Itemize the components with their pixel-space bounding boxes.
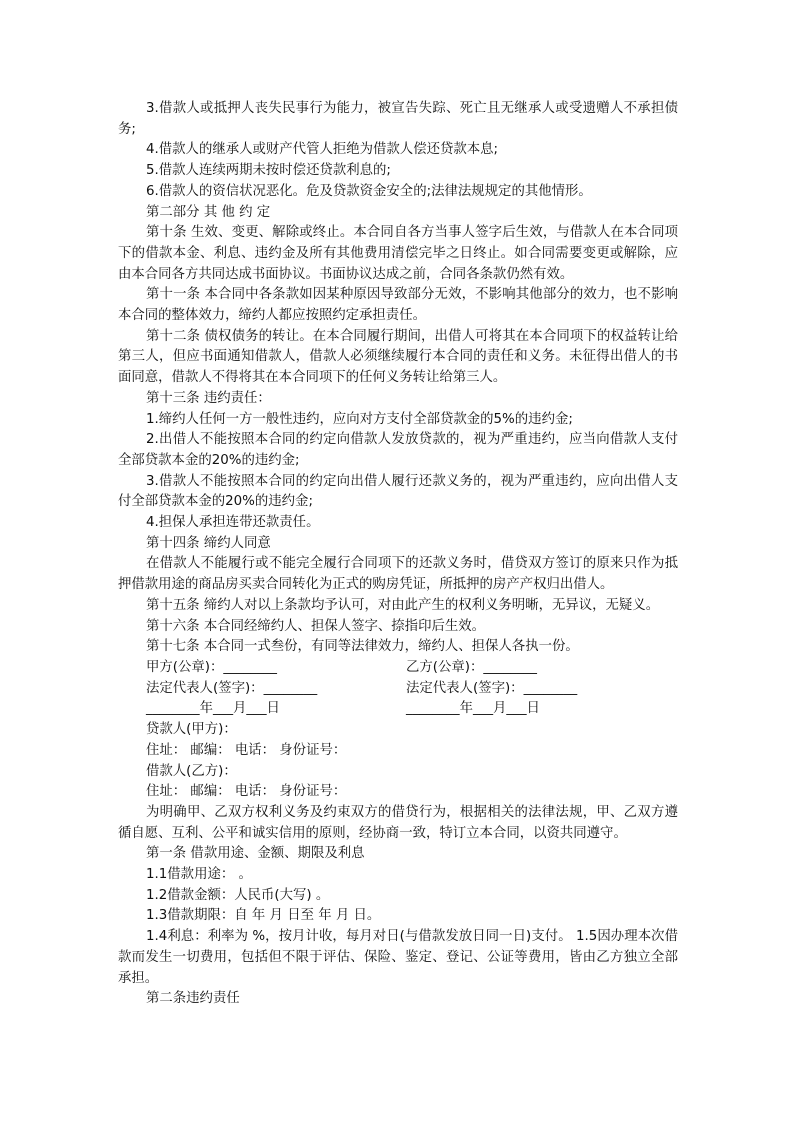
clause-paragraph: 4.担保人承担连带还款责任。 [146,515,320,531]
clause-paragraph: 在借款人不能履行或不能完全履行合同项下的还款义务时，借贷双方签订的原来只作为抵押借款用途的商品房买卖合同转化为正式的购房凭证，所抵押的房产产权归出借人。 [118,556,678,593]
party-b-seal: 乙方(公章)：________ [406,659,537,675]
lender-info: 住址： 邮编： 电话： 身份证号： [146,742,347,758]
clause-paragraph: 3.借款人或抵押人丧失民事行为能力，被宣告失踪、死亡且无继承人或受遗赠人不承担债务; [118,101,678,137]
article-16: 第十六条 本合同经缔约人、担保人签字、捺指印后生效。 [146,618,486,634]
party-b-representative: 法定代表人(签字)：________ [406,680,578,696]
signature-row [118,679,678,700]
signature-row [118,699,678,720]
clause-paragraph: 4.借款人的继承人或财产代管人拒绝为借款人偿还贷款本息; [146,142,499,158]
article-12: 第十二条 债权债务的转让。在本合同履行期间，出借人可将其在本合同项下的权益转让给第三人，但应书面通知借款人，借款人必须继续履行本合同的责任和义务。未征得出借人的书面同意，借款人不得将其在本合同项下的任何义务转让给第三人。 [118,328,678,386]
loan-amount: 1.2借款金额：人民币(大写) 。 [146,887,330,903]
signature-row [118,658,678,679]
lender-label: 贷款人(甲方)： [146,722,237,738]
clause-paragraph: 2.出借人不能按照本合同的约定向借款人发放贷款的，视为严重违约，应当向借款人支付全部贷款本金的20%的违约金; [118,432,678,468]
clause-paragraph: 6.借款人的资信状况恶化。危及贷款资金安全的;法律法规规定的其他情形。 [146,183,592,199]
article-15: 第十五条 缔约人对以上条款均予认可，对由此产生的权利义务明晰，无异议，无疑义。 [146,597,660,613]
clause-paragraph: 3.借款人不能按照本合同的约定向出借人履行还款义务的，视为严重违约，应向出借人支付全部贷款本金的20%的违约金; [118,473,678,510]
loan-interest: 1.4利息：利率为 %，按月计收，每月对日(与借款发放日同一日)支付。 1.5因办理本次借款而发生一切费用，包括但不限于评估、保险、鉴定、登记、公证等费用，皆由乙方独立全部承担。 [118,929,678,986]
party-a-seal: 甲方(公章)：________ [146,659,277,675]
party-a-date: ________年___月___日 [146,701,280,717]
preamble: 为明确甲、乙双方权利义务及约束双方的借贷行为，根据相关的法律法规，甲、乙双方遵循自愿、互利、公平和诚实信用的原则，经协商一致，特订立本合同，以资共同遵守。 [118,804,678,841]
clause-paragraph: 5.借款人连续两期未按时偿还贷款利息的; [146,163,391,179]
article-14: 第十四条 缔约人同意 [146,535,271,551]
borrower-info: 住址： 邮编： 电话： 身份证号： [146,784,347,800]
party-b-date: ________年___月___日 [406,701,540,717]
clause-paragraph: 1.缔约人任何一方一般性违约，应向对方支付全部贷款金的5%的违约金; [146,411,573,427]
article-2-heading: 第二条违约责任 [146,991,240,1007]
loan-purpose: 1.1借款用途： 。 [146,867,252,883]
article-10: 第十条 生效、变更、解除或终止。本合同自各方当事人签字后生效，与借款人在本合同项下的借款本金、利息、违约金及所有其他费用清偿完毕之日终止。如合同需要变更或解除，应由本合同各方共同达成书面协议。书面协议达成之前，合同各条款仍然有效。 [118,225,678,282]
article-1-heading: 第一条 借款用途、金额、期限及利息 [146,846,365,862]
section-heading: 第二部分 其 他 约 定 [146,204,271,220]
contract-body [118,99,678,1010]
article-11: 第十一条 本合同中各条款如因某种原因导致部分无效，不影响其他部分的效力，也不影响本合同的整体效力，缔约人都应按照约定承担责任。 [118,287,678,324]
article-13: 第十三条 违约责任： [146,390,271,406]
article-17: 第十七条 本合同一式叁份，有同等法律效力，缔约人、担保人各执一份。 [146,639,579,655]
party-a-representative: 法定代表人(签字)：________ [146,680,318,696]
loan-term: 1.3借款期限：自 年 月 日至 年 月 日。 [146,908,381,924]
borrower-label: 借款人(乙方)： [146,763,237,779]
